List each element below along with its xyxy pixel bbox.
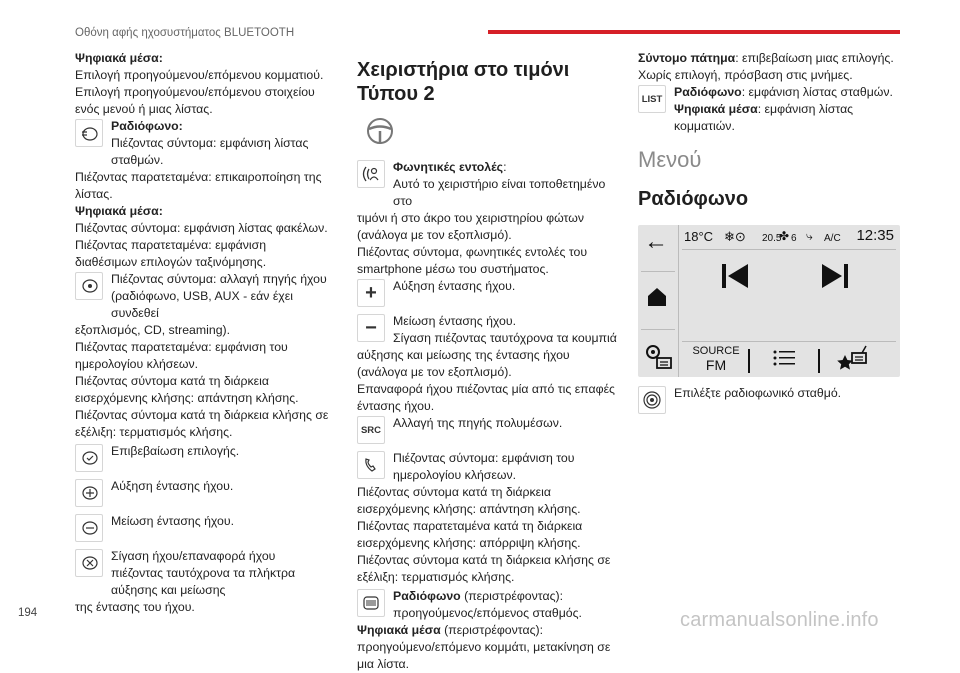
source-value: FM — [705, 357, 727, 373]
paragraph: εξοπλισμός, CD, streaming). Πιέζοντας παρατεταμένα: εμφάνιση του ημερολογίου κλήσεων. Πιέζοντας σύντομα κατά τη διάρκεια εισερχόμενης κλήσης: απάντηση κλήσης. Πιέζοντας σύντομα κατά τη διάρκεια κλήσης σε εξέλιξη: τερματισμός κλήσης. — [75, 323, 329, 439]
radio-short-press: Πιέζοντας σύντομα: εμφάνιση λίστας σταθμών. — [111, 136, 309, 167]
paragraph: της έντασης του ήχου. — [75, 600, 195, 614]
paragraph: Ψηφιακά μέσα (περιστρέφοντας): προηγούμενο/επόμενο κομμάτι, μετακίνηση σε μια λίστα. — [357, 623, 611, 671]
column-right — [638, 50, 900, 414]
source-button[interactable] — [692, 345, 740, 374]
phone-item: Πιέζοντας σύντομα: εμφάνιση του ημερολογίου κλήσεων. — [357, 450, 620, 484]
label-digital-media: Ψηφιακά μέσα — [357, 623, 441, 637]
mute-item: Σίγαση ήχου/επαναφορά ήχου πιέζοντας ταυτόχρονα τα πλήκτρα αύξησης και μείωσης — [75, 548, 330, 599]
steering-control-icon — [75, 549, 103, 577]
radio-item — [75, 118, 330, 169]
thumbwheel-icon — [357, 589, 385, 617]
steering-control-icon — [75, 272, 103, 300]
next-track-icon[interactable] — [818, 261, 852, 291]
volume-up-item: Αύξηση έντασης ήχου. — [75, 478, 330, 507]
confirm-item: Επιβεβαίωση επιλογής. — [75, 443, 330, 472]
label-digital-media: Ψηφιακά μέσα: — [75, 204, 163, 218]
screen-sidebar — [638, 225, 679, 377]
divider — [641, 271, 675, 272]
menu-heading: Μενού — [638, 147, 702, 172]
divider — [748, 349, 750, 373]
page-header-title: Οθόνη αφής ηχοσυστήματος BLUETOOTH — [75, 27, 295, 39]
divider — [641, 329, 675, 330]
paragraph: τιμόνι ή στο άκρο του χειριστηρίου φώτων (ανάλογα με τον εξοπλισμό). Πιέζοντας σύντομα, φωνητικές εντολές του smartphone μέσω του συστήματος. — [357, 211, 588, 276]
steering-control-icon — [75, 479, 103, 507]
select-station-item: Επιλέξτε ραδιοφωνικό σταθμό. — [638, 385, 900, 414]
previous-track-icon[interactable] — [718, 261, 752, 291]
section-heading: Χειριστήρια στο τιμόνι Τύπου 2 — [357, 59, 570, 105]
volume-down-item: − Μείωση έντασης ήχου. Σίγαση πιέζοντας ταυτόχρονα τα κουμπιά — [357, 313, 620, 347]
home-icon[interactable] — [645, 285, 669, 309]
source-item: SRC Αλλαγή της πηγής πολυμέσων. — [357, 415, 620, 444]
minus-icon: − — [357, 314, 385, 342]
label-digital-media: Ψηφιακά μέσα: — [75, 51, 163, 65]
paragraph: Πιέζοντας σύντομα κατά τη διάρκεια εισερχόμενης κλήσης: απάντηση κλήσης. Πιέζοντας παρατεταμένα κατά τη διάρκεια εισερχόμενης κλήσης: απόρριψη κλήσης. Πιέζοντας σύντομα κατά τη διάρκεια κλήσης σε εξέλιξη: τερματισμός κλήσης. — [357, 485, 611, 584]
paragraph: αύξησης και μείωσης της έντασης ήχου (ανάλογα με τον εξοπλισμό). Επαναφορά ήχου πιέζοντας μία από τις επαφές έντασης ήχου. — [357, 348, 615, 413]
label-radio: Ραδιόφωνο — [674, 85, 742, 99]
label-voice-commands: Φωνητικές εντολές — [393, 160, 504, 174]
divider — [682, 249, 896, 250]
snowflake-icon: ❄⊙ — [724, 229, 746, 244]
column-left — [75, 50, 330, 616]
volume-down-item: Μείωση έντασης ήχου. — [75, 513, 330, 542]
list-icon[interactable] — [772, 349, 796, 367]
divider — [818, 349, 820, 373]
voice-command-icon — [357, 160, 385, 188]
label-digital-media: Ψηφιακά μέσα — [674, 102, 758, 116]
temperature-readout: 18°C — [684, 229, 714, 244]
volume-up-item: + Αύξηση έντασης ήχου. — [357, 278, 620, 307]
steering-control-icon — [75, 119, 103, 147]
paragraph: Πιέζοντας παρατεταμένα: επικαιροποίηση της λίστας. — [75, 170, 322, 201]
seat-airflow-icon: ⤷ — [806, 229, 813, 243]
list-button-icon: LIST — [638, 85, 666, 113]
fan-level: 20.5 — [762, 233, 782, 244]
paragraph: Επιλογή προηγούμενου/επόμενου κομματιού. Επιλογή προηγούμενου/επόμενου στοιχείου ενός μενού ή μιας λίστας. — [75, 68, 324, 116]
voice-command-item: Φωνητικές εντολές: Αυτό το χειριστήριο είναι τοποθετημένο στο — [357, 159, 620, 210]
radio-screen — [638, 225, 900, 377]
fan-speed: 6 — [791, 233, 797, 244]
source-item: Πιέζοντας σύντομα: αλλαγή πηγής ήχου (ραδιόφωνο, USB, AUX - εάν έχει συνδεθεί — [75, 271, 330, 322]
thumbwheel-item: Ραδιόφωνο (περιστρέφοντας): προηγούμενος/επόμενος σταθμός. — [357, 588, 620, 622]
steering-control-icon — [75, 514, 103, 542]
label-radio: Ραδιόφωνο — [393, 589, 461, 603]
radio-station-icon — [638, 386, 666, 414]
paragraph: Σύντομο πάτημα: επιβεβαίωση μιας επιλογής. Χωρίς επιλογή, πρόσβαση στις μνήμες. — [638, 51, 894, 82]
column-middle — [357, 58, 620, 673]
paragraph — [75, 50, 330, 67]
ac-label: A/C — [824, 233, 841, 244]
fan-icon: ✤ — [779, 229, 790, 243]
radio-heading: Ραδιόφωνο — [638, 188, 749, 210]
src-button-icon: SRC — [357, 416, 385, 444]
favorite-station-icon[interactable] — [836, 343, 870, 373]
label-radio: Ραδιόφωνο: — [111, 119, 183, 133]
clock: 12:35 — [856, 227, 894, 244]
divider — [682, 341, 896, 342]
plus-icon: + — [357, 279, 385, 307]
steering-wheel-icon — [363, 116, 397, 146]
phone-icon — [357, 451, 385, 479]
label-short-press: Σύντομο πάτημα — [638, 51, 736, 65]
paragraph — [75, 203, 330, 220]
watermark: carmanualsonline.info — [680, 609, 879, 631]
settings-radio-icon[interactable] — [642, 340, 674, 372]
back-arrow-icon[interactable]: ← — [644, 228, 668, 255]
steering-control-icon — [75, 444, 103, 472]
page-number: 194 — [18, 607, 38, 619]
source-label: SOURCE — [692, 345, 740, 357]
paragraph: Πιέζοντας σύντομα: εμφάνιση λίστας φακέλων. Πιέζοντας παρατεταμένα: εμφάνιση διαθέσιμων επιλογών ταξινόμησης. — [75, 221, 328, 269]
header-accent-bar — [488, 30, 900, 34]
climate-status-bar — [684, 228, 896, 248]
list-item: LIST Ραδιόφωνο: εμφάνιση λίστας σταθμών. Ψηφιακά μέσα: εμφάνιση λίστας κομματιών. — [638, 84, 900, 135]
